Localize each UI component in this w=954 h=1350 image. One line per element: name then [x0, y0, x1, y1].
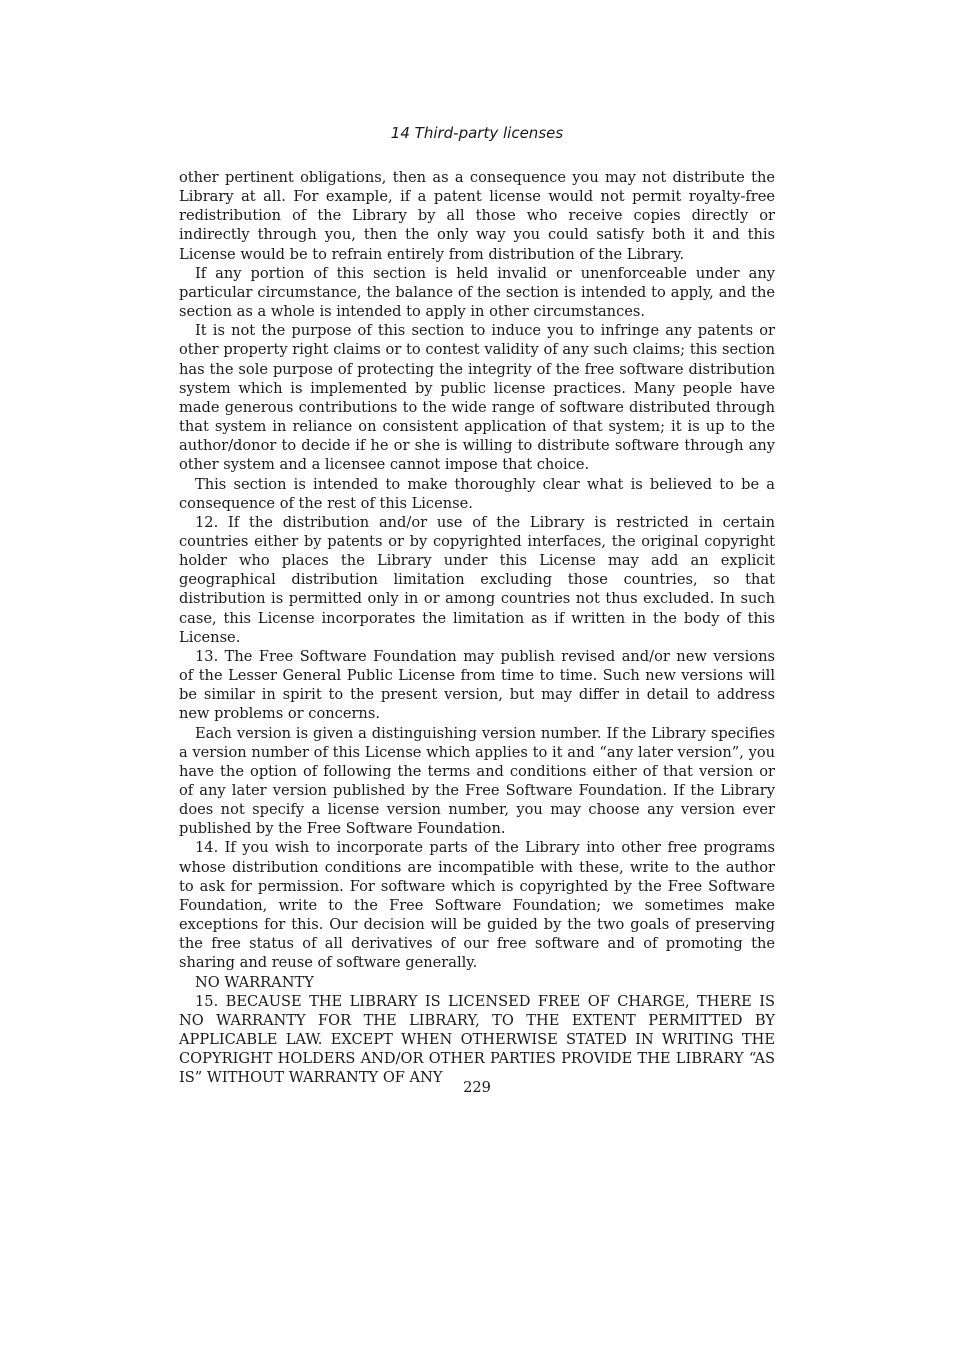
paragraph-severability: If any portion of this section is held invalid or unenforceable under any particular circumstance, the balance of the section is intended to apply, and the section as a whole is intended to apply in other circumstances. [179, 264, 775, 321]
running-header: 14 Third-party licenses [390, 124, 564, 142]
paragraph-section-13: 13. The Free Software Foundation may publish revised and/or new versions of the Lesser General Public License from time to time. Such new versions will be similar in spirit to the present version, but may differ in detail to address new problems or concerns. [179, 647, 775, 723]
paragraph-clarification: This section is intended to make thoroughly clear what is believed to be a consequence of the rest of this License. [179, 475, 775, 512]
no-warranty-heading: NO WARRANTY [195, 973, 314, 991]
paragraph-section-15: 15. BECAUSE THE LIBRARY IS LICENSED FREE OF CHARGE, THERE IS NO WARRANTY FOR THE LIBRARY, TO THE EXTENT PERMITTED BY APPLICABLE LAW. EXCEPT WHEN OTHERWISE STATED IN WRITING THE COPYRIGHT HOLDERS AND/OR OTHER PARTIES PROVIDE THE LIBRARY “AS IS” WITHOUT WARRANTY OF ANY [179, 992, 775, 1087]
body-text [179, 168, 775, 1088]
paragraph-section-12: 12. If the distribution and/or use of the Library is restricted in certain countries either by patents or by copyrighted interfaces, the original copyright holder who places the Library under this License may add an explicit geographical distribution limitation excluding those countries, so that distribution is permitted only in or among countries not thus excluded. In such case, this License incorporates the limitation as if written in the body of this License. [179, 513, 775, 646]
paragraph-version-number: Each version is given a distinguishing version number. If the Library specifies a version number of this License which applies to it and “any later version”, you have the option of following the terms and conditions either of that version or of any later version published by the Free Software Foundation. If the Library does not specify a license version number, you may choose any version ever published by the Free Software Foundation. [179, 724, 775, 838]
paragraph-patent-purpose: It is not the purpose of this section to induce you to infringe any patents or other property right claims or to contest validity of any such claims; this section has the sole purpose of protecting the integrity of the free software distribution system which is implemented by public license practices. Many people have made generous contributions to the wide range of software distributed through that system in reliance on consistent application of that system; it is up to the author/donor to decide if he or she is willing to distribute software through any other system and a licensee cannot impose that choice. [179, 322, 775, 474]
page-number: 229 [463, 1079, 491, 1096]
paragraph-obligations-continued: other pertinent obligations, then as a consequence you may not distribute the Library at all. For example, if a patent license would not permit royalty-free redistribution of the Library by all those who receive copies directly or indirectly through you, then the only way you could satisfy both it and this License would be to refrain entirely from distribution of the Library. [179, 169, 775, 263]
paragraph-section-14: 14. If you wish to incorporate parts of the Library into other free programs whose distribution conditions are incompatible with these, write to the author to ask for permission. For software which is copyrighted by the Free Software Foundation, write to the Free Software Foundation; we sometimes make exceptions for this. Our decision will be guided by the two goals of preserving the free status of all derivatives of our free software and of promoting the sharing and reuse of software generally. [179, 839, 775, 972]
